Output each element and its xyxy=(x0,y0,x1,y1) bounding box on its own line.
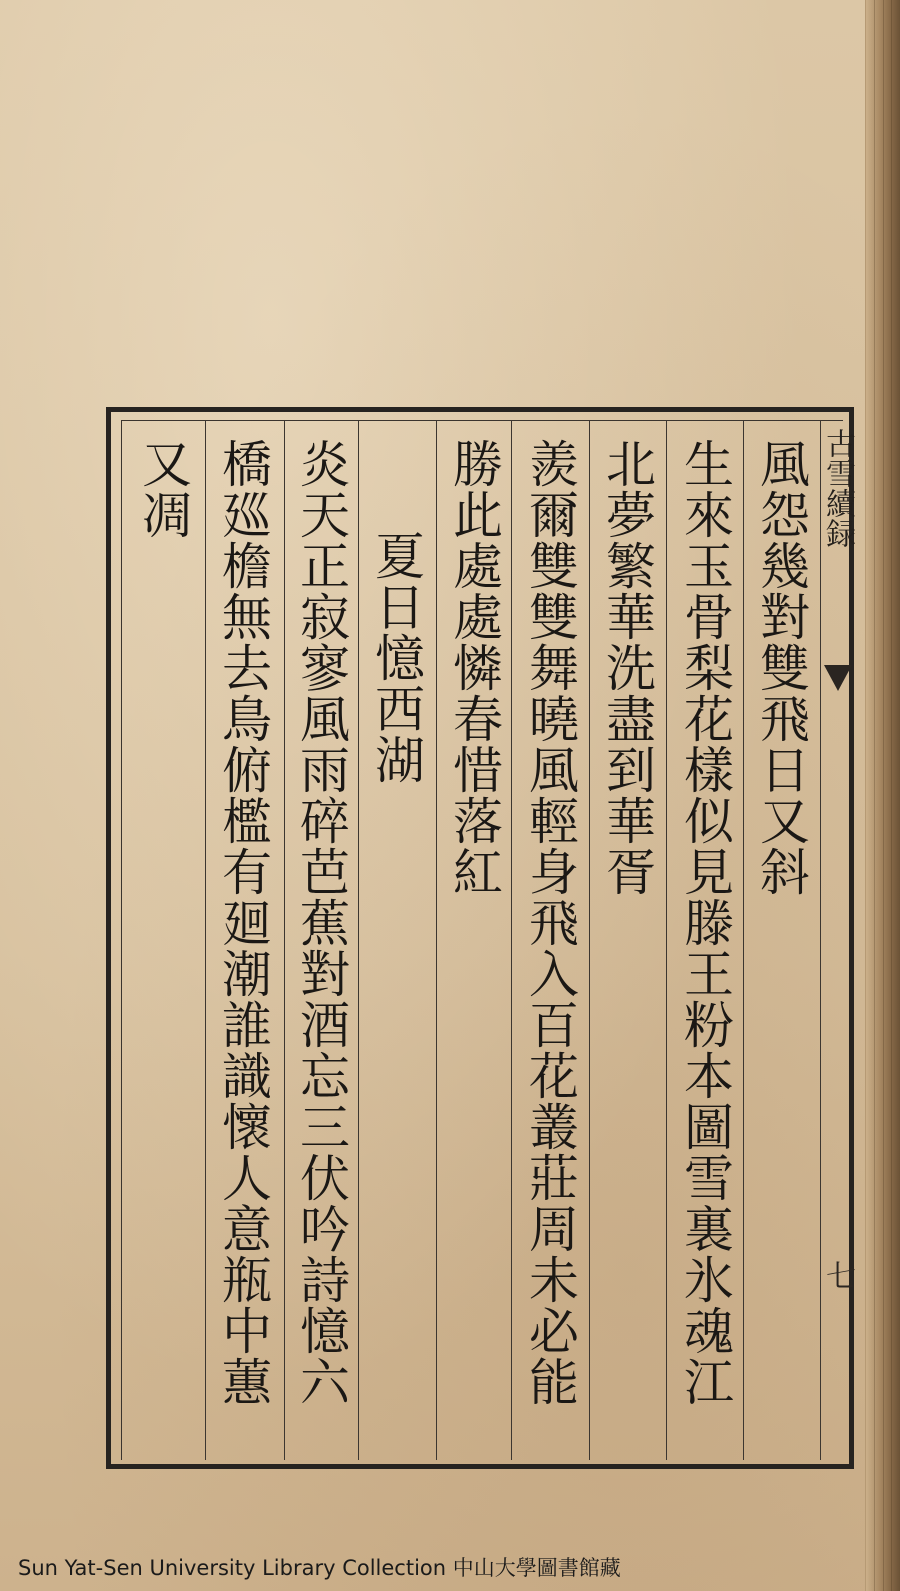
banxin-strip xyxy=(820,420,854,1460)
edge-line xyxy=(891,0,892,1591)
column-rule xyxy=(358,420,359,1460)
text-column-1: 風怨幾對雙飛日又斜 xyxy=(752,438,810,897)
text-column-2: 生來玉骨梨花樣似見滕王粉本圖雪裏氷魂江 xyxy=(676,438,734,1407)
banxin-page-number: 七 xyxy=(820,1260,855,1290)
banxin-title: 古雪續録 xyxy=(820,428,855,548)
text-column-7: 炎天正寂寥風雨碎芭蕉對酒忘三伏吟詩憶六 xyxy=(292,438,350,1407)
text-column-8: 橋廵檐無去鳥俯檻有廻潮誰識懷人意瓶中蕙 xyxy=(214,438,272,1407)
page-edge xyxy=(865,0,900,1591)
text-column-9: 又凋 xyxy=(134,438,192,540)
fishtail-mark xyxy=(824,665,852,691)
text-column-5: 勝此處處憐春惜落紅 xyxy=(445,438,503,897)
poem-title: 夏日憶西湖 xyxy=(367,530,425,785)
column-rule xyxy=(666,420,667,1460)
edge-line xyxy=(874,0,875,1591)
column-rule xyxy=(743,420,744,1460)
edge-line xyxy=(883,0,884,1591)
text-column-4: 羨爾雙雙舞曉風輕身飛入百花叢莊周未必能 xyxy=(521,438,579,1407)
column-rule xyxy=(511,420,512,1460)
collection-credit: Sun Yat-Sen University Library Collection 中山大學圖書館藏 xyxy=(18,1556,621,1580)
column-rule xyxy=(436,420,437,1460)
column-rule xyxy=(589,420,590,1460)
column-rule xyxy=(205,420,206,1460)
column-rule xyxy=(284,420,285,1460)
text-column-3: 北夢繁華洗盡到華胥 xyxy=(598,438,656,897)
